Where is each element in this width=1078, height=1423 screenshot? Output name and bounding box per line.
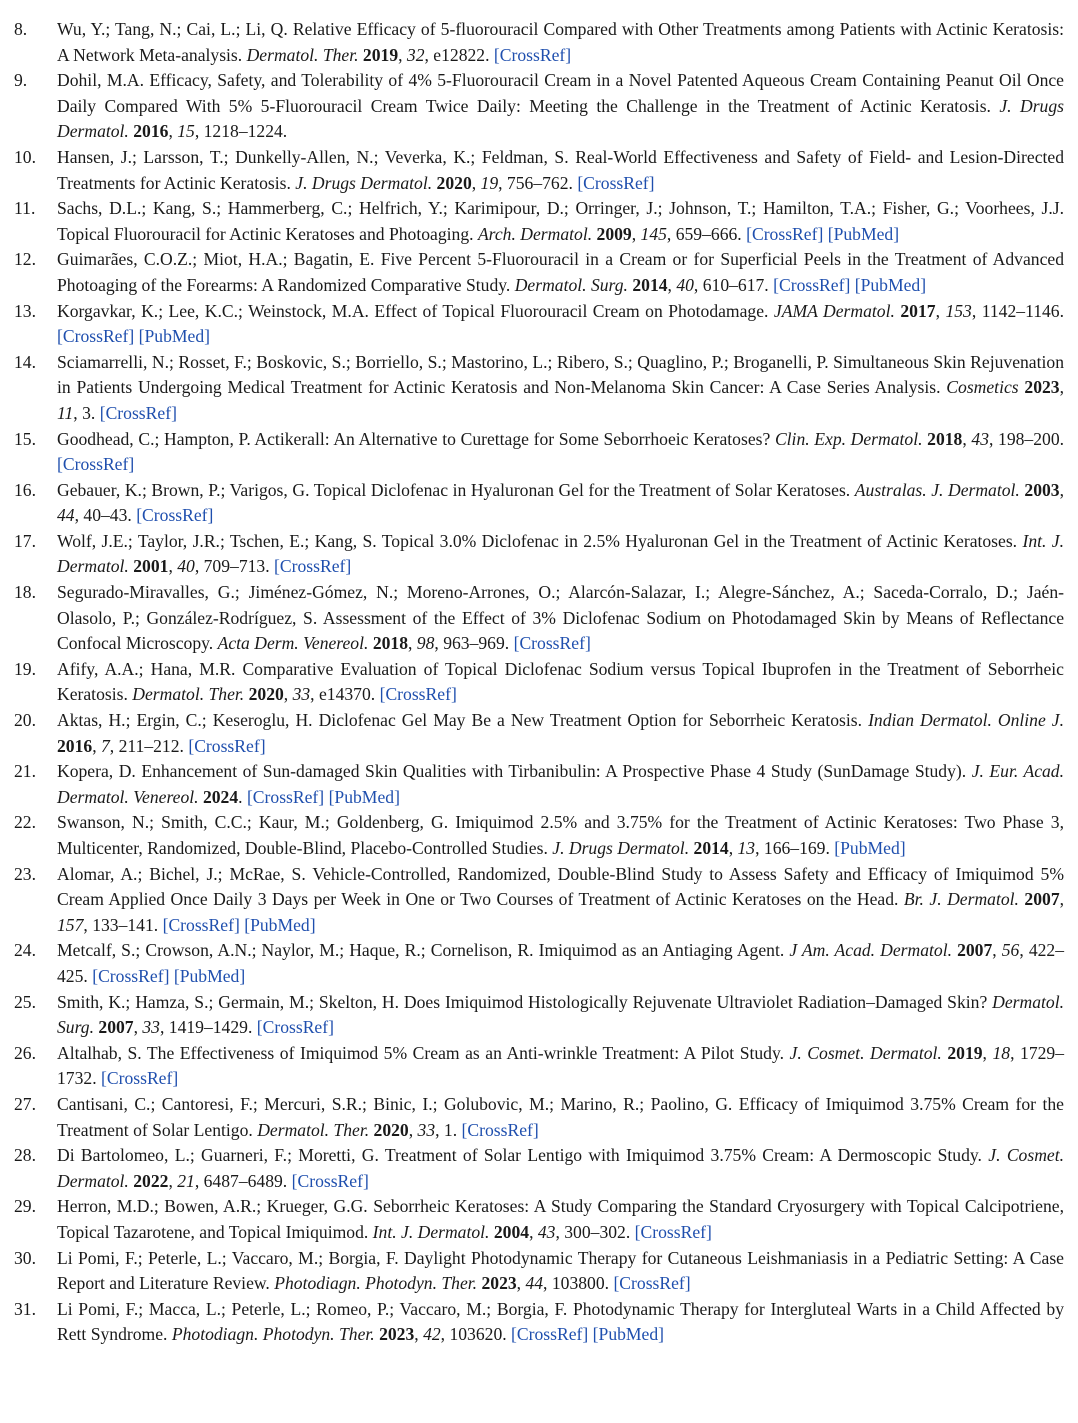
reference-journal: Australas. J. Dermatol. <box>854 479 1020 500</box>
reference-volume: 7 <box>100 735 110 756</box>
reference-pages: 198–200 <box>998 428 1060 449</box>
reference-number: 12. <box>14 249 36 270</box>
reference-volume: 56 <box>1001 940 1020 961</box>
reference-journal: J. Drugs Dermatol. <box>295 172 433 193</box>
reference-item: 22. Swanson, N.; Smith, C.C.; Kaur, M.; Goldenberg, G. Imiquimod 2.5% and 3.75% for the Treatment of Actinic Keratoses: Two Phase 3, Multicenter, Randomized, Double-Blind, Placebo-Controlled Studies. J. Drugs Dermatol. 2014, 13, 166–169. [PubMed] <box>14 812 1064 858</box>
reference-year: 2020 <box>373 1119 409 1140</box>
link-label: PubMed <box>250 914 310 935</box>
reference-journal: J. Cosmet. Dermatol. <box>57 1145 1064 1191</box>
link-label: CrossRef <box>467 1119 533 1140</box>
pubmed-link[interactable]: [PubMed] <box>173 965 246 986</box>
crossref-link[interactable]: [CrossRef] <box>513 633 591 654</box>
reference-pages: 133–141 <box>92 914 154 935</box>
reference-pages: 1419–1429 <box>168 1017 248 1038</box>
reference-year: 2007 <box>957 940 993 961</box>
reference-journal: Indian Dermatol. Online J. <box>868 710 1064 731</box>
reference-authors: Hansen, J.; Larsson, T.; Dunkelly-Allen, N.; Veverka, K.; Feldman, S. <box>57 146 569 167</box>
link-label: CrossRef <box>62 326 129 347</box>
link-label: CrossRef <box>168 914 234 935</box>
reference-volume: 43 <box>537 1221 556 1242</box>
reference-pages: 6487–6489 <box>203 1170 283 1191</box>
reference-pages: 3 <box>82 402 91 423</box>
reference-title: Real-World Effectiveness and Safety of Field- and Lesion-Directed Treatments for Actinic Keratosis. <box>57 146 1064 193</box>
reference-item: 27. Cantisani, C.; Cantoresi, F.; Mercuri, S.R.; Binic, I.; Golubovic, M.; Marino, R.; Paolino, G. Efficacy of Imiquimod 3.75% Cream for the Treatment of Solar Lentigo. Dermatol. Ther. 2020, 33, 1. [CrossRef] <box>14 1093 1064 1140</box>
crossref-link[interactable]: [CrossRef] <box>613 1273 691 1294</box>
crossref-link[interactable]: [CrossRef] <box>461 1119 539 1140</box>
reference-item: 30. Li Pomi, F.; Peterle, L.; Vaccaro, M.; Borgia, F. Daylight Photodynamic Therapy for Cutaneous Leishmaniasis in a Pediatric Setting: A Case Report and Literature Review. Photodiagn. Photodyn. Ther. 2023, 44, 103800. [CrossRef] <box>14 1247 1064 1294</box>
reference-volume: 44 <box>57 505 75 526</box>
reference-item: 23. Alomar, A.; Bichel, J.; McRae, S. Vehicle-Controlled, Randomized, Double-Blind Study to Assess Safety and Efficacy of Imiquimod 5% Cream Applied Once Daily 3 Days per Week in One or Two Courses of Treatment of Actinic Keratoses on the Head. Br. J. Dermatol. 2007, 157, 133–141. [CrossRef] [PubMed] <box>14 863 1065 935</box>
reference-volume: 32 <box>406 44 425 65</box>
reference-authors: Kopera, D. <box>57 761 136 782</box>
crossref-link[interactable]: [CrossRef] <box>511 1324 589 1345</box>
link-label: PubMed <box>833 223 894 244</box>
reference-number: 14. <box>14 351 36 372</box>
reference-year: 2022 <box>133 1170 169 1191</box>
reference-volume: 42 <box>423 1324 441 1345</box>
reference-number: 13. <box>14 300 36 321</box>
reference-authors: Sciamarrelli, N.; Rosset, F.; Boskovic, S.; Borriello, S.; Mastorino, L.; Ribero, S.; Quaglino, P.; Broganelli, P. <box>57 351 829 372</box>
reference-authors: Aktas, H.; Ergin, C.; Keseroglu, H. <box>57 710 313 731</box>
reference-volume: 13 <box>737 838 756 858</box>
reference-pages: 1729–1732 <box>57 1042 1064 1089</box>
reference-number: 9. <box>14 70 28 91</box>
reference-title: Comparative Evaluation of Topical Diclofenac Sodium versus Topical Ibuprofen in the Treatment of Seborrheic Keratosis. <box>57 658 1064 705</box>
reference-item: 15. Goodhead, C.; Hampton, P. Actikerall: An Alternative to Curettage for Some Seborrhoeic Keratoses? Clin. Exp. Dermatol. 2018, 43, 198–200. [CrossRef] <box>14 428 1065 475</box>
reference-title: Daylight Photodynamic Therapy for Cutaneous Leishmaniasis in a Pediatric Setting: A Case Report and Literature Review. <box>57 1247 1064 1294</box>
reference-title: Topical Diclofenac in Hyaluronan Gel for the Treatment of Solar Keratoses. <box>313 479 851 500</box>
reference-journal: Dermatol. Ther. <box>246 44 359 65</box>
link-label: CrossRef <box>62 454 129 475</box>
reference-title: Relative Efficacy of 5-fluorouracil Compared with Other Treatments among Patients with Actinic Keratosis: A Network Meta-analysis. <box>57 19 1065 65</box>
reference-year: 2001 <box>133 556 169 577</box>
reference-authors: Guimarães, C.O.Z.; Miot, H.A.; Bagatin, E. <box>57 249 375 270</box>
reference-item: 20. Aktas, H.; Ergin, C.; Keseroglu, H. Diclofenac Gel May Be a New Treatment Option for Seborrheic Keratosis. Indian Dermatol. Online J. 2016, 7, 211–212. [CrossRef] <box>14 710 1064 756</box>
reference-year: 2009 <box>596 223 632 244</box>
reference-pages: e14370 <box>318 684 371 705</box>
reference-number: 29. <box>14 1196 36 1217</box>
reference-journal: Br. J. Dermatol. <box>903 889 1019 910</box>
reference-title: Diclofenac Gel May Be a New Treatment Option for Seborrheic Keratosis. <box>318 710 863 731</box>
reference-journal: J. Drugs Dermatol. <box>57 95 1064 142</box>
reference-item: 9. Dohil, M.A. Efficacy, Safety, and Tolerability of 4% 5-Fluorouracil Cream in a Novel Patented Aqueous Cream Containing Peanut Oil Once Daily Compared With 5% 5-Fluorouracil Cream Twice Daily: Meeting the Challenge in the Treatment of Actinic Keratosis. J. Drugs Dermatol. 2016, 15, 1218–1224. <box>14 70 1064 142</box>
reference-item: 17. Wolf, J.E.; Taylor, J.R.; Tschen, E.; Kang, S. Topical 3.0% Diclofenac in 2.5% Hyaluronan Gel in the Treatment of Actinic Keratoses. Int. J. Dermatol. 2001, 40, 709–713. [CrossRef] <box>14 530 1064 577</box>
reference-pages: 709–713 <box>203 556 266 577</box>
reference-volume: 98 <box>416 633 435 654</box>
reference-number: 22. <box>14 812 36 833</box>
reference-pages: 1218–1224 <box>203 121 283 142</box>
reference-pages: 1 <box>443 1119 453 1140</box>
reference-number: 8. <box>14 19 28 39</box>
link-label: CrossRef <box>105 402 172 423</box>
reference-volume: 11 <box>57 402 74 423</box>
reference-journal: Int. J. Dermatol. <box>372 1221 490 1242</box>
reference-volume: 44 <box>525 1273 544 1294</box>
reference-authors: Swanson, N.; Smith, C.C.; Kaur, M.; Goldenberg, G. <box>57 812 449 833</box>
pubmed-link[interactable]: [PubMed] <box>592 1324 665 1345</box>
reference-title: Seborrheic Keratoses: A Study Comparing the Standard Cryosurgery with Topical Calcipotriene, Topical Tazarotene, and Topical Imiquimod. <box>57 1196 1065 1242</box>
reference-pages: 756–762 <box>506 172 569 193</box>
reference-authors: Afify, A.A.; Hana, M.R. <box>57 658 236 679</box>
reference-volume: 33 <box>142 1017 160 1038</box>
reference-item: 10. Hansen, J.; Larsson, T.; Dunkelly-Allen, N.; Veverka, K.; Feldman, S. Real-World Effectiveness and Safety of Field- and Lesion-Directed Treatments for Actinic Keratosis. J. Drugs Dermatol. 2020, 19, 756–762. [CrossRef] <box>14 146 1064 193</box>
reference-volume: 40 <box>676 274 694 295</box>
crossref-link[interactable]: [CrossRef] <box>773 274 851 295</box>
pubmed-link[interactable]: [PubMed] <box>854 274 927 295</box>
reference-title: Imiquimod 2.5% and 3.75% for the Treatment of Actinic Keratoses: Two Phase 3, Multicenter, Randomized, Double-Blind, Placebo-Controlled Studies. <box>57 812 1064 858</box>
reference-volume: 33 <box>417 1119 436 1140</box>
link-label: CrossRef <box>583 172 649 193</box>
reference-journal: JAMA Dermatol. <box>773 300 895 321</box>
reference-list <box>0 17 1078 1348</box>
reference-journal: J. Eur. Acad. Dermatol. Venereol. <box>57 761 1065 807</box>
reference-title: Topical 3.0% Diclofenac in 2.5% Hyaluronan Gel in the Treatment of Actinic Keratoses. <box>381 530 1018 551</box>
reference-authors: Altalhab, S. <box>57 1042 142 1063</box>
reference-pages: 659–666 <box>675 223 738 244</box>
crossref-link[interactable]: [CrossRef] <box>57 326 135 347</box>
reference-number: 27. <box>14 1093 36 1114</box>
reference-authors: Korgavkar, K.; Lee, K.C.; Weinstock, M.A. <box>57 300 369 321</box>
link-label: CrossRef <box>778 274 845 295</box>
link-label: CrossRef <box>98 965 164 986</box>
reference-item: 24. Metcalf, S.; Crowson, A.N.; Naylor, M.; Haque, R.; Cornelison, R. Imiquimod as an Antiaging Agent. J Am. Acad. Dermatol. 2007, 56, 422–425. [CrossRef] [PubMed] <box>14 940 1065 986</box>
reference-item: 19. Afify, A.A.; Hana, M.R. Comparative Evaluation of Topical Diclofenac Sodium versus Topical Ibuprofen in the Treatment of Seborrheic Keratosis. Dermatol. Ther. 2020, 33, e14370. [CrossRef] <box>14 658 1064 705</box>
reference-number: 21. <box>14 761 36 782</box>
reference-authors: Li Pomi, F.; Peterle, L.; Vaccaro, M.; Borgia, F. <box>57 1247 399 1268</box>
reference-number: 19. <box>14 658 36 679</box>
reference-authors: Sachs, D.L.; Kang, S.; Hammerberg, C.; Helfrich, Y.; Karimipour, D.; Orringer, J.; Johnson, T.; Hamilton, T.A.; Fisher, G.; Voorhees, J.J. <box>57 198 1064 219</box>
reference-year: 2014 <box>632 274 668 295</box>
reference-pages: 211–212 <box>118 735 180 756</box>
link-label: CrossRef <box>297 1170 363 1191</box>
reference-year: 2018 <box>372 633 408 654</box>
crossref-link[interactable]: [CrossRef] <box>136 505 214 526</box>
reference-year: 2007 <box>1024 889 1060 910</box>
link-label: CrossRef <box>516 1324 583 1345</box>
reference-journal: Dermatol. Surg. <box>514 274 628 295</box>
reference-year: 2016 <box>133 121 169 142</box>
reference-number: 25. <box>14 991 36 1012</box>
link-label: CrossRef <box>519 633 585 654</box>
reference-journal: Dermatol. Ther. <box>257 1119 370 1140</box>
crossref-link[interactable]: [CrossRef] <box>291 1170 369 1191</box>
crossref-link[interactable]: [CrossRef] <box>92 965 170 986</box>
reference-title: Enhancement of Sun-damaged Skin Qualities with Tirbanibulin: A Prospective Phase 4 Study (SunDamage Study). <box>141 761 967 782</box>
reference-journal: Clin. Exp. Dermatol. <box>774 428 923 449</box>
reference-number: 31. <box>14 1298 36 1319</box>
reference-volume: 21 <box>177 1170 195 1191</box>
reference-journal: J Am. Acad. Dermatol. <box>789 940 952 961</box>
reference-title: The Effectiveness of Imiquimod 5% Cream as an Anti-wrinkle Treatment: A Pilot Study. <box>146 1042 785 1063</box>
reference-journal: Dermatol. Surg. <box>57 991 1064 1038</box>
reference-item: 13. Korgavkar, K.; Lee, K.C.; Weinstock, M.A. Effect of Topical Fluorouracil Cream on Photodamage. JAMA Dermatol. 2017, 153, 1142–1146. [CrossRef] [PubMed] <box>14 300 1065 347</box>
reference-pages: 40–43 <box>83 505 128 526</box>
reference-number: 20. <box>14 710 36 731</box>
reference-item: 18. Segurado-Miravalles, G.; Jiménez-Gómez, N.; Moreno-Arrones, O.; Alarcón-Salazar, I.; Alegre-Sánchez, A.; Saceda-Corralo, D.; Jaén-Olasolo, P.; González-Rodríguez, S. Assessment of the Effect of 3% Diclofenac Sodium on Photodamaged Skin by Means of Reflectance Confocal Microscopy. Acta Derm. Venereol. 2018, 98, 963–969. [CrossRef] <box>14 582 1064 654</box>
reference-number: 15. <box>14 428 36 449</box>
reference-authors: Li Pomi, F.; Macca, L.; Peterle, L.; Romeo, P.; Vaccaro, M.; Borgia, F. <box>57 1298 568 1319</box>
reference-pages: e12822 <box>433 44 486 65</box>
reference-pages: 166–169 <box>763 838 826 858</box>
reference-title: Treatment of Solar Lentigo with Imiquimod 3.75% Cream: A Dermoscopic Study. <box>384 1145 982 1166</box>
reference-title: Photodynamic Therapy for Intergluteal Warts in a Child Affected by Rett Syndrome. <box>57 1298 1064 1345</box>
reference-volume: 33 <box>292 684 311 705</box>
reference-year: 2019 <box>947 1042 983 1063</box>
reference-item: 26. Altalhab, S. The Effectiveness of Imiquimod 5% Cream as an Anti-wrinkle Treatment: A Pilot Study. J. Cosmet. Dermatol. 2019, 18, 1729–1732. [CrossRef] <box>14 1042 1064 1089</box>
link-label: CrossRef <box>106 1068 173 1089</box>
reference-journal: Dermatol. Ther. <box>132 684 245 705</box>
link-label: PubMed <box>179 965 240 986</box>
reference-title: Five Percent 5-Fluorouracil in a Cream or for Superficial Peels in the Treatment of Advanced Photoaging of the Forearms: A Randomized Comparative Study. <box>57 249 1064 295</box>
reference-number: 10. <box>14 146 36 167</box>
reference-journal: J. Cosmet. Dermatol. <box>789 1042 942 1063</box>
reference-year: 2019 <box>362 44 399 65</box>
reference-year: 2023 <box>1024 377 1060 398</box>
reference-title: Simultaneous Skin Rejuvenation in Patients Undergoing Medical Treatment for Actinic Keratosis and Non-Melanoma Skin Cancer: A Case Series Analysis. <box>57 351 1064 398</box>
reference-item: 29. Herron, M.D.; Bowen, A.R.; Krueger, G.G. Seborrheic Keratoses: A Study Comparing the Standard Cryosurgery with Topical Calcipotriene, Topical Tazarotene, and Topical Imiquimod. Int. J. Dermatol. 2004, 43, 300–302. [CrossRef] <box>14 1196 1065 1242</box>
reference-title: Effect of Topical Fluorouracil Cream on Photodamage. <box>374 300 769 321</box>
reference-journal: J. Drugs Dermatol. <box>552 838 690 858</box>
reference-number: 30. <box>14 1247 36 1268</box>
link-label: CrossRef <box>142 505 208 526</box>
reference-year: 2003 <box>1024 479 1060 500</box>
reference-number: 23. <box>14 863 36 884</box>
reference-authors: Wu, Y.; Tang, N.; Cai, L.; Li, Q. <box>57 19 288 39</box>
reference-number: 24. <box>14 940 36 961</box>
link-label: CrossRef <box>640 1221 706 1242</box>
link-label: CrossRef <box>252 786 319 807</box>
reference-authors: Goodhead, C.; Hampton, P. <box>57 428 251 449</box>
crossref-link[interactable]: [CrossRef] <box>746 223 824 244</box>
reference-authors: Gebauer, K.; Brown, P.; Varigos, G. <box>57 479 310 500</box>
link-label: PubMed <box>840 838 900 858</box>
reference-authors: Smith, K.; Hamza, S.; Germain, M.; Skelton, H. <box>57 991 400 1012</box>
link-label: CrossRef <box>619 1273 685 1294</box>
reference-year: 2018 <box>927 428 963 449</box>
link-label: PubMed <box>334 786 395 807</box>
pubmed-link[interactable]: [PubMed] <box>827 223 900 244</box>
reference-journal: Photodiagn. Photodyn. Ther. <box>274 1273 478 1294</box>
crossref-link[interactable]: [CrossRef] <box>57 454 135 475</box>
reference-item: 16. Gebauer, K.; Brown, P.; Varigos, G. Topical Diclofenac in Hyaluronan Gel for the Treatment of Solar Keratoses. Australas. J. Dermatol. 2003, 44, 40–43. [CrossRef] <box>14 479 1064 526</box>
reference-journal: Acta Derm. Venereol. <box>217 633 369 654</box>
reference-journal: Int. J. Dermatol. <box>57 530 1064 577</box>
reference-item: 14. Sciamarrelli, N.; Rosset, F.; Boskovic, S.; Borriello, S.; Mastorino, L.; Ribero, S.; Quaglino, P.; Broganelli, P. Simultaneous Skin Rejuvenation in Patients Undergoing Medical Treatment for Actinic Keratosis and Non-Melanoma Skin Cancer: A Case Series Analysis. Cosmetics 2023, 11, 3. [CrossRef] <box>14 351 1064 423</box>
reference-title: Efficacy of Imiquimod 3.75% Cream for the Treatment of Solar Lentigo. <box>57 1093 1064 1140</box>
reference-volume: 153 <box>945 300 972 321</box>
reference-number: 16. <box>14 479 36 500</box>
crossref-link[interactable]: [CrossRef] <box>379 684 457 705</box>
reference-pages: 103800 <box>551 1273 605 1294</box>
link-label: CrossRef <box>385 684 451 705</box>
reference-title: Assessment of the Effect of 3% Diclofenac Sodium on Photodamaged Skin by Means of Reflectance Confocal Microscopy. <box>57 607 1064 654</box>
reference-authors: Alomar, A.; Bichel, J.; McRae, S. <box>57 863 306 884</box>
reference-authors: Cantisani, C.; Cantoresi, F.; Mercuri, S.R.; Binic, I.; Golubovic, M.; Marino, R.; Paolino, G. <box>57 1093 733 1114</box>
reference-item: 25. Smith, K.; Hamza, S.; Germain, M.; Skelton, H. Does Imiquimod Histologically Rejuvenate Ultraviolet Radiation–Damaged Skin? Dermatol. Surg. 2007, 33, 1419–1429. [CrossRef] <box>14 991 1064 1038</box>
link-label: CrossRef <box>279 556 346 577</box>
link-label: CrossRef <box>194 735 260 756</box>
reference-title: Imiquimod as an Antiaging Agent. <box>538 940 785 961</box>
pubmed-link[interactable]: [PubMed] <box>244 914 316 935</box>
reference-volume: 18 <box>992 1042 1011 1063</box>
reference-volume: 145 <box>640 223 667 244</box>
reference-volume: 19 <box>480 172 499 193</box>
link-label: PubMed <box>144 326 205 347</box>
reference-number: 26. <box>14 1042 36 1063</box>
reference-pages: 1142–1146 <box>981 300 1060 321</box>
link-label: CrossRef <box>499 44 566 65</box>
pubmed-link[interactable]: [PubMed] <box>328 786 400 807</box>
reference-year: 2023 <box>379 1324 415 1345</box>
reference-number: 28. <box>14 1145 36 1166</box>
reference-pages: 300–302 <box>564 1221 626 1242</box>
crossref-link[interactable]: [CrossRef] <box>577 172 655 193</box>
crossref-link[interactable]: [CrossRef] <box>162 914 240 935</box>
reference-year: 2024 <box>202 786 239 807</box>
reference-year: 2004 <box>493 1221 530 1242</box>
reference-authors: Metcalf, S.; Crowson, A.N.; Naylor, M.; Haque, R.; Cornelison, R. <box>57 940 534 961</box>
pubmed-link[interactable]: [PubMed] <box>834 838 906 858</box>
reference-item: 8. Wu, Y.; Tang, N.; Cai, L.; Li, Q. Relative Efficacy of 5-fluorouracil Compared with Other Treatments among Patients with Actinic Keratosis: A Network Meta-analysis. Dermatol. Ther. 2019, 32, e12822. [CrossRef] <box>14 19 1065 65</box>
pubmed-link[interactable]: [PubMed] <box>138 326 210 347</box>
reference-year: 2020 <box>248 684 284 705</box>
reference-journal: Photodiagn. Photodyn. Ther. <box>171 1324 375 1345</box>
reference-item: 11. Sachs, D.L.; Kang, S.; Hammerberg, C.; Helfrich, Y.; Karimipour, D.; Orringer, J.; Johnson, T.; Hamilton, T.A.; Fisher, G.; Voorhees, J.J. Topical Fluorouracil for Actinic Keratoses and Photoaging. Arch. Dermatol. 2009, 145, 659–666. [CrossRef] [PubMed] <box>14 198 1064 244</box>
reference-title: Efficacy, Safety, and Tolerability of 4% 5-Fluorouracil Cream in a Novel Patented Aqueous Cream Containing Peanut Oil Once Daily Compared With 5% 5-Fluorouracil Cream Twice Daily: Meeting the Challenge in the Treatment of Actinic Keratosis. <box>57 70 1064 116</box>
reference-volume: 40 <box>177 556 195 577</box>
crossref-link[interactable]: [CrossRef] <box>246 786 325 807</box>
reference-item: 12. Guimarães, C.O.Z.; Miot, H.A.; Bagatin, E. Five Percent 5-Fluorouracil in a Cream or for Superficial Peels in the Treatment of Advanced Photoaging of the Forearms: A Randomized Comparative Study. Dermatol. Surg. 2014, 40, 610–617. [CrossRef] [PubMed] <box>14 249 1064 295</box>
crossref-link[interactable]: [CrossRef] <box>493 44 572 65</box>
crossref-link[interactable]: [CrossRef] <box>634 1221 712 1242</box>
reference-number: 18. <box>14 582 36 603</box>
reference-year: 2016 <box>57 735 93 756</box>
reference-authors: Dohil, M.A. <box>57 70 144 91</box>
crossref-link[interactable]: [CrossRef] <box>101 1068 179 1089</box>
reference-pages: 422–425 <box>57 940 1065 986</box>
reference-volume: 15 <box>177 121 195 142</box>
link-label: PubMed <box>598 1324 659 1345</box>
reference-title: Topical Fluorouracil for Actinic Keratoses and Photoaging. <box>57 223 474 244</box>
crossref-link[interactable]: [CrossRef] <box>274 556 352 577</box>
link-label: CrossRef <box>262 1017 329 1038</box>
reference-number: 11. <box>14 198 36 219</box>
reference-title: Does Imiquimod Histologically Rejuvenate Ultraviolet Radiation–Damaged Skin? <box>403 991 988 1012</box>
link-label: CrossRef <box>751 223 818 244</box>
reference-authors: Herron, M.D.; Bowen, A.R.; Krueger, G.G. <box>57 1196 368 1217</box>
reference-year: 2020 <box>436 172 472 193</box>
reference-volume: 157 <box>57 914 84 935</box>
reference-item: 31. Li Pomi, F.; Macca, L.; Peterle, L.; Romeo, P.; Vaccaro, M.; Borgia, F. Photodynamic Therapy for Intergluteal Warts in a Child Affected by Rett Syndrome. Photodiagn. Photodyn. Ther. 2023, 42, 103620. [CrossRef] [PubMed] <box>14 1298 1064 1345</box>
reference-title: Actikerall: An Alternative to Curettage for Some Seborrhoeic Keratoses? <box>254 428 771 449</box>
reference-item: 28. Di Bartolomeo, L.; Guarneri, F.; Moretti, G. Treatment of Solar Lentigo with Imiquimod 3.75% Cream: A Dermoscopic Study. J. Cosmet. Dermatol. 2022, 21, 6487–6489. [CrossRef] <box>14 1145 1064 1191</box>
reference-journal: Cosmetics <box>946 377 1019 398</box>
crossref-link[interactable]: [CrossRef] <box>256 1017 334 1038</box>
crossref-link[interactable]: [CrossRef] <box>99 402 177 423</box>
reference-authors: Di Bartolomeo, L.; Guarneri, F.; Moretti, G. <box>57 1145 379 1166</box>
reference-title: Vehicle-Controlled, Randomized, Double-Blind Study to Assess Safety and Efficacy of Imiquimod 5% Cream Applied Once Daily 3 Days per Week in One or Two Courses of Treatment of Actinic Keratoses on the Head. <box>57 863 1064 910</box>
reference-pages: 963–969 <box>443 633 505 654</box>
reference-volume: 43 <box>971 428 989 449</box>
reference-journal: Arch. Dermatol. <box>477 223 593 244</box>
reference-year: 2023 <box>481 1273 517 1294</box>
reference-year: 2014 <box>693 838 729 858</box>
reference-authors: Segurado-Miravalles, G.; Jiménez-Gómez, N.; Moreno-Arrones, O.; Alarcón-Salazar, I.; Alegre-Sánchez, A.; Saceda-Corralo, D.; Jaén-Olasolo, P.; González-Rodríguez, S. <box>57 582 1064 628</box>
reference-pages: 103620 <box>449 1324 503 1345</box>
reference-year: 2017 <box>900 300 936 321</box>
reference-pages: 610–617 <box>702 274 765 295</box>
link-label: PubMed <box>860 274 921 295</box>
reference-number: 17. <box>14 530 36 551</box>
reference-year: 2007 <box>98 1017 134 1038</box>
reference-authors: Wolf, J.E.; Taylor, J.R.; Tschen, E.; Kang, S. <box>57 530 377 551</box>
reference-item: 21. Kopera, D. Enhancement of Sun-damaged Skin Qualities with Tirbanibulin: A Prospective Phase 4 Study (SunDamage Study). J. Eur. Acad. Dermatol. Venereol. 2024. [CrossRef] [PubMed] <box>14 761 1065 807</box>
crossref-link[interactable]: [CrossRef] <box>188 735 266 756</box>
